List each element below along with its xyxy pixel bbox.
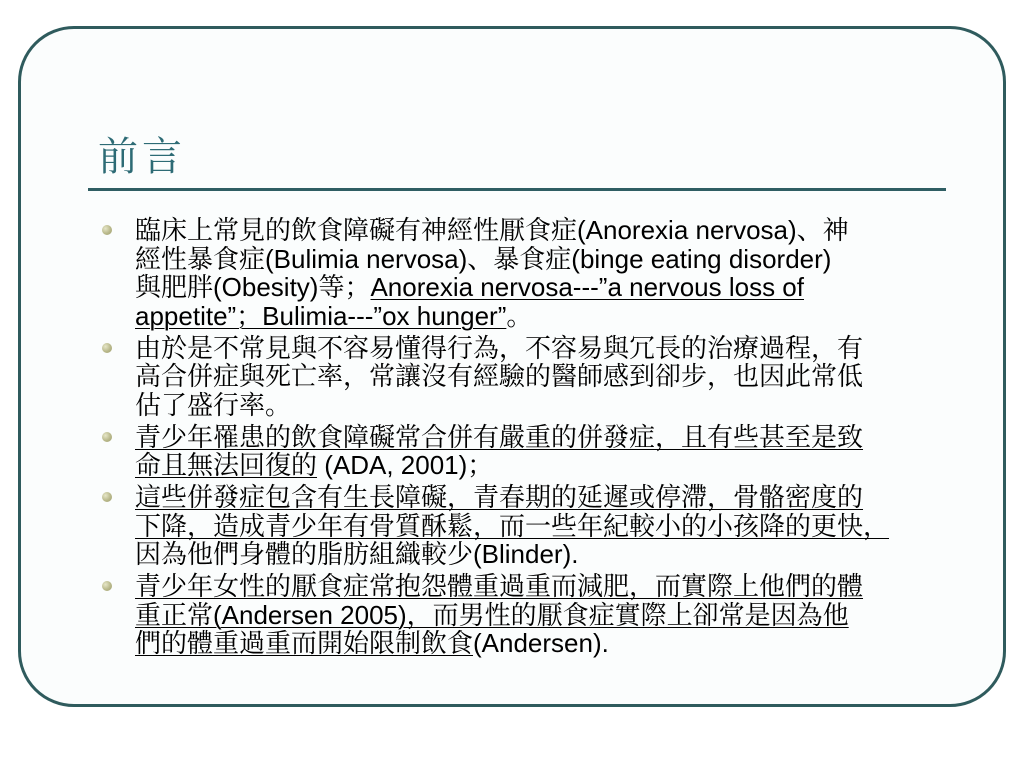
text-segment: 由於是不常見與不容易懂得行為，不容易與冗長的治療過程，有 bbox=[135, 332, 864, 363]
text-line bbox=[135, 512, 1005, 541]
underlined-text-segment: 這些併發症包含有生長障礙，青春期的延遲或停滯，骨骼密度的 bbox=[135, 482, 864, 512]
text-line bbox=[135, 216, 1005, 245]
underlined-text-segment: 命且無法回復的 bbox=[135, 450, 318, 480]
slide-title: 前言 bbox=[98, 134, 186, 180]
text-line bbox=[135, 362, 1005, 391]
underlined-text-segment: 下降，造成青少年有骨質酥鬆，而一些年紀較小的小孩降的更快， bbox=[135, 510, 890, 541]
text-line bbox=[135, 451, 1005, 480]
underlined-text-segment: Anorexia nervosa---”a nervous loss of bbox=[370, 272, 804, 302]
text-segment: 。 bbox=[506, 300, 533, 331]
text-line bbox=[135, 334, 1005, 363]
text-line bbox=[135, 483, 1005, 512]
text-segment: (ADA, 2001)； bbox=[317, 450, 494, 480]
bullet-dot-icon bbox=[102, 432, 112, 442]
title-underline-rule bbox=[88, 188, 946, 191]
text-segment: 高合併症與死亡率，常讓沒有經驗的醫師感到卻步，也因此常低 bbox=[135, 361, 864, 391]
underlined-text-segment: 青少年女性的厭食症常抱怨體重過重而減肥，而實際上他們的體 bbox=[135, 571, 864, 601]
underlined-text-segment: 青少年罹患的飲食障礙常合併有嚴重的併發症，且有些甚至是致 bbox=[135, 421, 864, 452]
text-segment: (Andersen). bbox=[473, 628, 609, 658]
bullet-item-complications bbox=[135, 423, 1005, 480]
text-line bbox=[135, 302, 1005, 331]
bullet-dot-icon bbox=[102, 343, 112, 353]
bullet-item-underestimated-prevalence bbox=[135, 334, 1005, 420]
bullet-list bbox=[135, 216, 1005, 661]
bullet-dot-icon bbox=[102, 492, 112, 502]
text-line bbox=[135, 245, 1005, 274]
bullet-dot-icon bbox=[102, 581, 112, 591]
text-line bbox=[135, 629, 1005, 658]
text-line bbox=[135, 572, 1005, 601]
underlined-text-segment: appetite”；Bulimia---”ox hunger” bbox=[135, 300, 507, 331]
text-segment: 經性暴食症(Bulimia nervosa)、暴食症(binge eating disorder) bbox=[135, 243, 832, 274]
text-segment: 估了盛行率。 bbox=[135, 389, 292, 420]
text-line bbox=[135, 423, 1005, 452]
underlined-text-segment: 們的體重過重而開始限制飲食 bbox=[135, 628, 474, 658]
bullet-dot-icon bbox=[102, 225, 112, 235]
text-line bbox=[135, 540, 1005, 569]
bullet-item-gender-differences bbox=[135, 572, 1005, 658]
text-segment: 因為他們身體的脂肪組織較少(Blinder). bbox=[135, 539, 579, 569]
text-line bbox=[135, 601, 1005, 630]
text-segment: 與肥胖(Obesity)等； bbox=[135, 272, 371, 302]
bullet-item-eating-disorders bbox=[135, 216, 1005, 330]
text-line bbox=[135, 391, 1005, 420]
text-line bbox=[135, 273, 1005, 302]
underlined-text-segment: 重正常(Andersen 2005)，而男性的厭食症實際上卻常是因為他 bbox=[135, 599, 849, 630]
text-segment: 臨床上常見的飲食障礙有神經性厭食症(Anorexia nervosa)、神 bbox=[135, 215, 849, 245]
bullet-item-growth-effects bbox=[135, 483, 1005, 569]
